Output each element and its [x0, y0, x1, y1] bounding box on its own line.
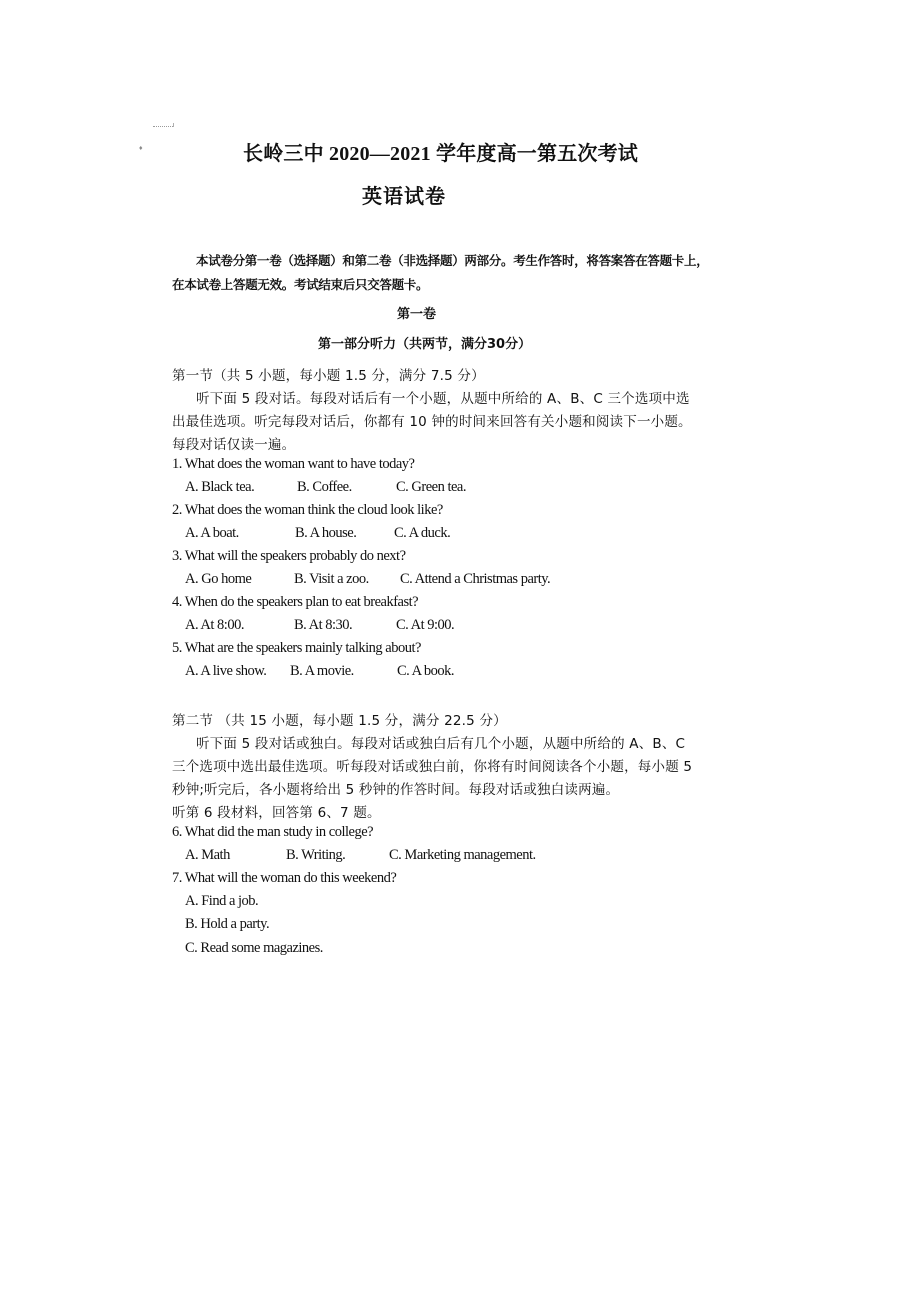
- section1-directions-2: 出最佳选项。听完每段对话后，你都有 10 钟的时间来回答有关小题和阅读下一小题。: [172, 414, 692, 430]
- volume-title: 第一卷: [397, 307, 437, 322]
- instructions-line-2: 在本试卷上答题无效。考试结束后只交答题卡。: [172, 277, 429, 292]
- question-6-option-b: B. Writing.: [286, 847, 346, 863]
- part-title: 第一部分听力（共两节，满分30分）: [318, 337, 532, 352]
- question-3-option-b: B. Visit a zoo.: [294, 571, 369, 587]
- scan-artifact-dot: ♦: [139, 144, 143, 152]
- question-1-option-a: A. Black tea.: [185, 479, 255, 495]
- question-7-option-b: B. Hold a party.: [185, 916, 270, 932]
- question-1-stem: 1. What does the woman want to have today?: [172, 456, 415, 472]
- question-3-option-a: A. Go home: [185, 571, 252, 587]
- exam-title: 长岭三中 2020—2021 学年度高一第五次考试: [243, 143, 638, 165]
- question-4-option-a: A. At 8:00.: [185, 617, 244, 633]
- question-3-stem: 3. What will the speakers probably do next?: [172, 548, 406, 564]
- question-7-option-a: A. Find a job.: [185, 893, 259, 909]
- question-4-option-c: C. At 9:00.: [396, 617, 455, 633]
- scan-artifact-line: [153, 126, 173, 128]
- question-4-stem: 4. When do the speakers plan to eat breakfast?: [172, 594, 419, 610]
- section1-directions-3: 每段对话仅读一遍。: [172, 437, 296, 453]
- question-4-option-b: B. At 8:30.: [294, 617, 353, 633]
- question-5-option-b: B. A movie.: [290, 663, 354, 679]
- section2-heading: 第二节 （共 15 小题，每小题 1.5 分，满分 22.5 分）: [172, 713, 507, 729]
- question-5-option-a: A. A live show.: [185, 663, 267, 679]
- question-5-option-c: C. A book.: [397, 663, 455, 679]
- section2-directions-1: 听下面 5 段对话或独白。每段对话或独白后有几个小题，从题中所给的 A、B、C: [196, 736, 686, 752]
- question-2-option-b: B. A house.: [295, 525, 357, 541]
- question-6-option-c: C. Marketing management.: [389, 847, 536, 863]
- section2-directions-3: 秒钟;听完后，各小题将给出 5 秒钟的作答时间。每段对话或独白读两遍。: [172, 782, 620, 798]
- question-7-stem: 7. What will the woman do this weekend?: [172, 870, 397, 886]
- question-2-option-c: C. A duck.: [394, 525, 451, 541]
- section2-directions-2: 三个选项中选出最佳选项。听每段对话或独白前，你将有时间阅读各个小题，每小题 5: [172, 759, 693, 775]
- section1-heading: 第一节（共 5 小题，每小题 1.5 分，满分 7.5 分）: [172, 368, 485, 384]
- question-1-option-c: C. Green tea.: [396, 479, 466, 495]
- question-1-option-b: B. Coffee.: [297, 479, 352, 495]
- question-2-stem: 2. What does the woman think the cloud look like?: [172, 502, 443, 518]
- section1-directions-1: 听下面 5 段对话。每段对话后有一个小题，从题中所给的 A、B、C 三个选项中选: [196, 391, 690, 407]
- question-2-option-a: A. A boat.: [185, 525, 239, 541]
- question-5-stem: 5. What are the speakers mainly talking about?: [172, 640, 421, 656]
- question-6-option-a: A. Math: [185, 847, 230, 863]
- instructions-line-1: 本试卷分第一卷（选择题）和第二卷（非选择题）两部分。考生作答时，将答案答在答题卡上，: [196, 253, 709, 268]
- section2-material-note: 听第 6 段材料，回答第 6、7 题。: [172, 805, 381, 821]
- exam-subtitle: 英语试卷: [362, 186, 446, 208]
- question-7-option-c: C. Read some magazines.: [185, 940, 323, 956]
- question-6-stem: 6. What did the man study in college?: [172, 824, 374, 840]
- question-3-option-c: C. Attend a Christmas party.: [400, 571, 551, 587]
